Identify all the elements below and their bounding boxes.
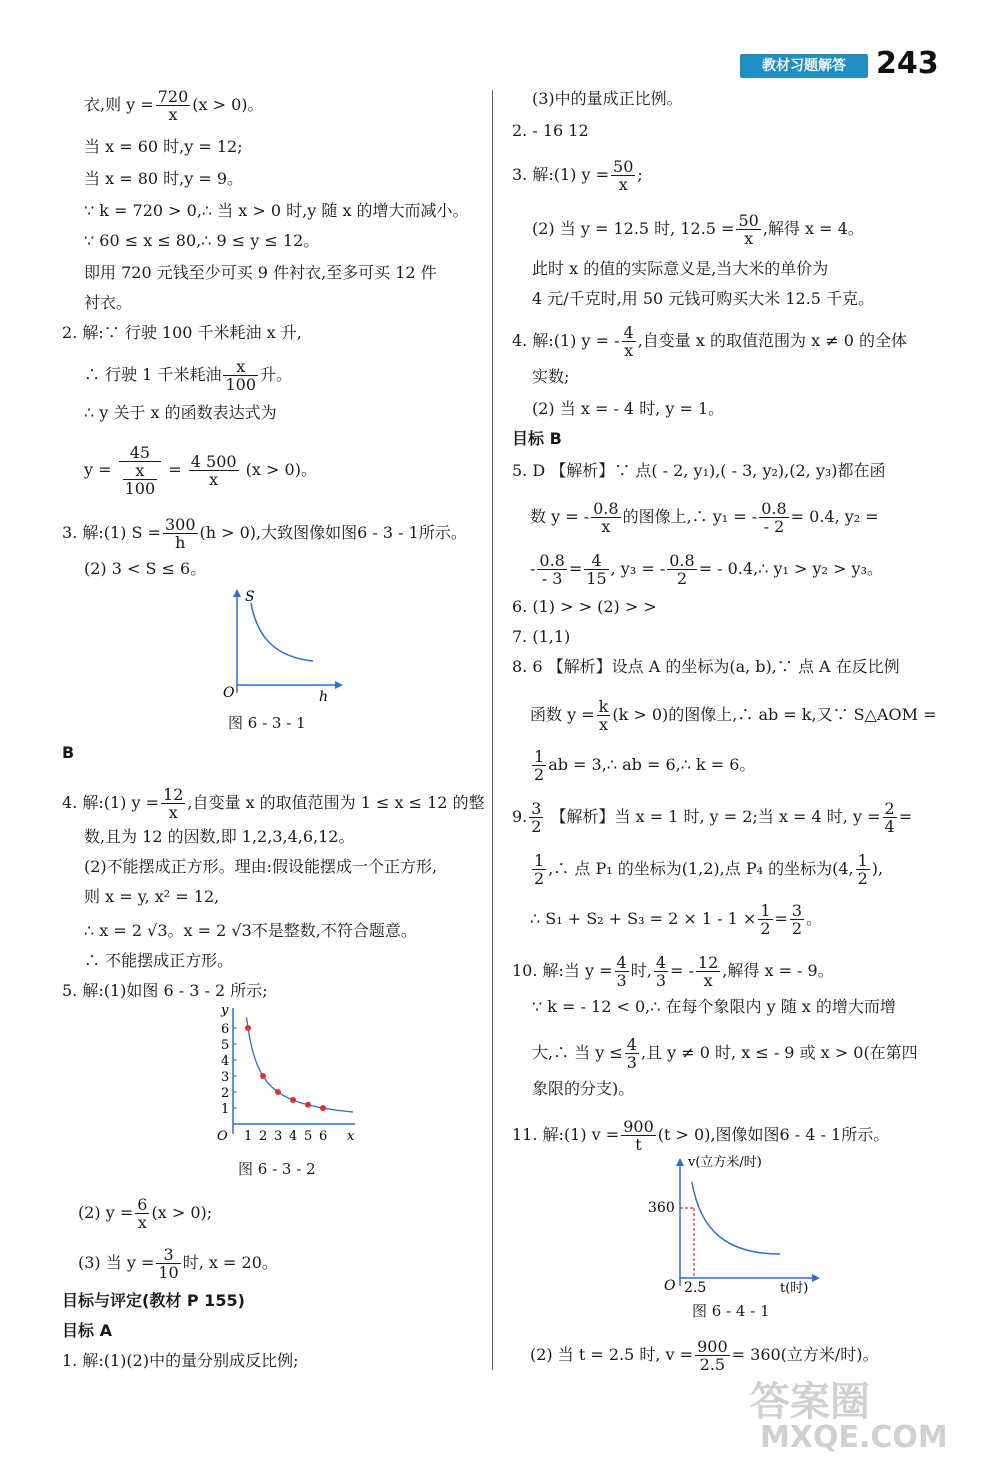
fig2-x-tick: 2 xyxy=(259,1129,268,1144)
line-l5: ∵ 60 ≤ x ≤ 80,∴ 9 ≤ y ≤ 12。 xyxy=(84,231,320,250)
fig1-s-label: S xyxy=(245,589,255,605)
line-r22: ∵ k = - 12 < 0,∴ 在每个象限内 y 随 x 的增大而增 xyxy=(532,997,896,1016)
figure-6-3-1 xyxy=(205,585,345,705)
fig2-x-tick: 1 xyxy=(244,1129,253,1144)
line-r16: 函数 y = $\frac{k}{x}$ (k > 0)的图像上,∴ ab = k,又∵ S△AOM = xyxy=(530,697,937,734)
fig2-y-tick: 4 xyxy=(221,1054,230,1069)
line-l3: 当 x = 80 时,y = 9。 xyxy=(84,169,244,188)
line-q3: 3. 解:(1) S = $\frac{300}{h}$ (h > 0),大致图像如图6 - 3 - 1所示。 xyxy=(62,515,467,552)
line-r14: 7. (1,1) xyxy=(512,627,571,646)
line-q5c: (3) 当 y = $\frac{3}{10}$ 时, x = 20。 xyxy=(78,1245,278,1282)
fig2-point xyxy=(260,1073,266,1079)
line-r9: (2) 当 x = - 4 时, y = 1。 xyxy=(532,399,725,418)
page-number: 243 xyxy=(876,46,939,81)
watermark-logo: 答案圈 xyxy=(750,1379,870,1425)
fig2-y-tick: 1 xyxy=(221,1102,230,1117)
line-r6: 4 元/千克时,用 50 元钱可购买大米 12.5 千克。 xyxy=(532,289,875,308)
fig2-x-tick: 3 xyxy=(274,1129,283,1144)
fig1-h-label: h xyxy=(319,689,329,705)
line-r17: $\frac{1}{2}$ ab = 3,∴ ab = 6,∴ k = 6。 xyxy=(534,747,756,784)
line-q5b: (2) y = $\frac{6}{x}$ (x > 0); xyxy=(78,1195,213,1232)
watermark-url: MXQE.COM xyxy=(760,1420,948,1455)
line-r4: (2) 当 y = 12.5 时, 12.5 = $\frac{50}{x}$ ,解得 x = 4。 xyxy=(532,211,864,248)
fig3-x-label: t(时) xyxy=(780,1281,809,1296)
line-r13: 6. (1) > > (2) > > xyxy=(512,597,657,616)
fig2-point xyxy=(245,1025,251,1031)
line-l7: 衬衣。 xyxy=(84,293,133,312)
line-r3: 3. 解:(1) y = $\frac{50}{x}$ ; xyxy=(512,157,643,194)
fig3-caption: 图 6 - 4 - 1 xyxy=(692,1302,770,1320)
line-q2: 2. 解:∵ 行驶 100 千米耗油 x 升, xyxy=(62,323,302,342)
line-r12: - $\frac{0.8}{- 3}$ = $\frac{4}{15}$ , y₃ = - $\frac{0.8}{2}$ = - 0.4,∴ y₁ > y₂ > y₃。 xyxy=(530,551,883,588)
line-q4g: ∴ 不能摆成正方形。 xyxy=(84,951,234,970)
fig3-25-label: 2.5 xyxy=(684,1280,707,1296)
line-r20: ∴ S₁ + S₂ + S₃ = 2 × 1 - 1 × $\frac{1}{2}$ = $\frac{3}{2}$ 。 xyxy=(530,901,823,938)
line-r2: 2. - 16 12 xyxy=(512,121,589,140)
heading-target-a: 目标 A xyxy=(62,1321,112,1340)
line-l2: 当 x = 60 时,y = 12; xyxy=(84,137,243,156)
fig2-y-tick: 6 xyxy=(221,1022,230,1037)
line-q4e: 则 x = y, x² = 12, xyxy=(84,887,220,906)
line-r21: 10. 解:当 y = $\frac{4}{3}$ 时, $\frac{4}{3}$ = - $\frac{12}{x}$ ,解得 x = - 9。 xyxy=(512,953,834,990)
fig2-caption: 图 6 - 3 - 2 xyxy=(238,1160,316,1178)
line-r11: 数 y = - $\frac{0.8}{x}$ 的图像上,∴ y₁ = - $\frac{0.8}{- 2}$ = 0.4, y₂ = xyxy=(530,499,879,536)
line-r5: 此时 x 的值的实际意义是,当大米的单价为 xyxy=(532,259,829,278)
line-q4a: 4. 解:(1) y = $\frac{12}{x}$ ,自变量 x 的取值范围为 1 ≤ x ≤ 12 的整 xyxy=(62,785,485,822)
heading-b: B xyxy=(62,743,75,762)
line-l6: 即用 720 元钱至少可买 9 件衬衣,至多可买 12 件 xyxy=(84,263,437,282)
line-r10: 5. D 【解析】∵ 点( - 2, y₁),( - 3, y₂),(2, y₃)都在函 xyxy=(512,461,886,480)
fig2-x-tick: 5 xyxy=(304,1129,313,1144)
fig3-360-label: 360 xyxy=(648,1200,675,1216)
section-tag: 教材习题解答 xyxy=(740,54,868,78)
line-q3c: (2) 3 < S ≤ 6。 xyxy=(84,559,207,578)
line-r25: 11. 解:(1) v = $\frac{900}{t}$ (t > 0),图像如图6 - 4 - 1所示。 xyxy=(512,1117,890,1154)
fig2-point xyxy=(320,1105,326,1111)
fig2-x-tick: 6 xyxy=(319,1129,328,1144)
fig2-x-tick: 4 xyxy=(289,1129,298,1144)
fig2-curve xyxy=(247,1017,354,1112)
fig2-y-tick: 2 xyxy=(221,1086,230,1101)
line-l1: 衣,则 y = $\frac{720}{x}$ (x > 0)。 xyxy=(84,87,264,124)
line-r15: 8. 6 【解析】设点 A 的坐标为(a, b),∵ 点 A 在反比例 xyxy=(512,657,900,676)
line-q2a: ∴ 行驶 1 千米耗油 $\frac{x}{100}$ 升。 xyxy=(84,357,293,394)
line-q4c: 数,且为 12 的因数,即 1,2,3,4,6,12。 xyxy=(84,827,355,846)
line-l4: ∵ k = 720 > 0,∴ 当 x > 0 时,y 随 x 的增大而减小。 xyxy=(84,201,469,220)
line-r24: 象限的分支)。 xyxy=(532,1079,635,1098)
line-e1: 1. 解:(1)(2)中的量分别成反比例; xyxy=(62,1351,299,1370)
fig2-point xyxy=(305,1102,311,1108)
line-r18: 9. $\frac{3}{2}$ 【解析】当 x = 1 时, y = 2;当 x = 4 时, y = $\frac{2}{4}$ = xyxy=(512,799,913,836)
fig2-origin: O xyxy=(217,1129,228,1144)
fig2-point xyxy=(275,1089,281,1095)
figure-6-4-1 xyxy=(640,1150,840,1300)
line-r23: 大,∴ 当 y ≤ $\frac{4}{3}$ ,且 y ≠ 0 时, x ≤ - 9 或 x > 0(在第四 xyxy=(532,1035,918,1072)
fig2-y-tick: 3 xyxy=(221,1070,230,1085)
fig3-y-label: v(立方米/时) xyxy=(688,1155,762,1170)
line-r8: 实数; xyxy=(532,367,570,386)
fig2-y-label: y xyxy=(221,1003,229,1018)
fig2-point xyxy=(290,1097,296,1103)
fig2-y-tick: 5 xyxy=(221,1038,230,1053)
line-q5: 5. 解:(1)如图 6 - 3 - 2 所示; xyxy=(62,981,268,1000)
fig1-caption: 图 6 - 3 - 1 xyxy=(228,714,306,732)
fig2-x-label: x xyxy=(347,1129,355,1144)
heading-evaluation: 目标与评定(教材 P 155) xyxy=(62,1291,245,1310)
column-divider xyxy=(492,90,493,1370)
heading-target-b: 目标 B xyxy=(512,429,562,448)
line-r19: $\frac{1}{2}$ ,∴ 点 P₁ 的坐标为(1,2),点 P₄ 的坐标为(4, $\frac{1}{2}$ ), xyxy=(534,851,884,888)
line-r7: 4. 解:(1) y = - $\frac{4}{x}$ ,自变量 x 的取值范围为 x ≠ 0 的全体 xyxy=(512,323,907,360)
line-q2b: ∴ y 关于 x 的函数表达式为 xyxy=(84,403,277,422)
fig1-origin: O xyxy=(223,685,235,701)
fig3-origin: O xyxy=(664,1278,676,1294)
line-q4d: (2)不能摆成正方形。理由:假设能摆成一个正方形, xyxy=(84,857,438,876)
line-r1: (3)中的量成正比例。 xyxy=(532,89,683,108)
figure-6-3-2 xyxy=(205,1002,365,1152)
line-r26: (2) 当 t = 2.5 时, v = $\frac{900}{2.5}$ = 360(立方米/时)。 xyxy=(530,1337,879,1374)
line-q4f: ∴ x = 2 √3。x = 2 √3不是整数,不符合题意。 xyxy=(84,921,417,940)
line-q2c: y = $\frac{45}{\frac{x}{100}}$ = $\frac{4 500}{x}$ (x > 0)。 xyxy=(84,443,317,498)
